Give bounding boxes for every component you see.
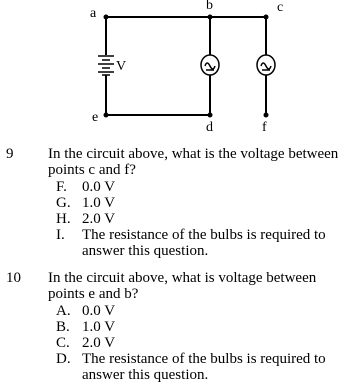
bulb-icon-1	[201, 55, 219, 75]
label-c: c	[277, 0, 284, 15]
label-d: d	[206, 120, 213, 135]
question-stem: In the circuit above, what is the voltage between points c and f?	[48, 146, 339, 178]
circuit-diagram	[0, 0, 356, 150]
question-number: 9	[6, 146, 14, 162]
option-key: D.	[56, 351, 71, 367]
question-number: 10	[6, 270, 21, 286]
option-key: C.	[56, 335, 70, 351]
node-f	[264, 113, 269, 118]
label-f: f	[262, 120, 267, 135]
question-9	[0, 146, 356, 258]
option-key: G.	[56, 195, 71, 211]
option-key: H.	[56, 211, 71, 227]
node-d	[208, 113, 213, 118]
option-key: B.	[56, 319, 70, 335]
option-text: 2.0 V	[82, 211, 116, 227]
question-stem: In the circuit above, what is voltage between points e and b?	[48, 270, 317, 302]
option-key: A.	[56, 303, 71, 319]
option-key: I.	[56, 227, 65, 243]
option-text: 0.0 V	[82, 179, 116, 195]
node-b	[208, 15, 213, 20]
bulb-icon-2	[257, 55, 275, 75]
option-text: 0.0 V	[82, 303, 116, 319]
label-e: e	[92, 110, 99, 125]
option-text: The resistance of the bulbs is required to answer this question.	[82, 227, 326, 259]
question-10	[0, 270, 356, 390]
node-a	[104, 15, 109, 20]
option-text: The resistance of the bulbs is required to answer this question.	[82, 351, 326, 383]
node-e	[104, 113, 109, 118]
option-text: 1.0 V	[82, 195, 116, 211]
label-v: V	[116, 59, 127, 74]
battery-icon	[98, 56, 114, 75]
label-b: b	[206, 0, 213, 13]
label-a: a	[90, 6, 97, 21]
option-text: 1.0 V	[82, 319, 116, 335]
option-key: F.	[56, 179, 67, 195]
node-c	[264, 15, 269, 20]
option-text: 2.0 V	[82, 335, 116, 351]
